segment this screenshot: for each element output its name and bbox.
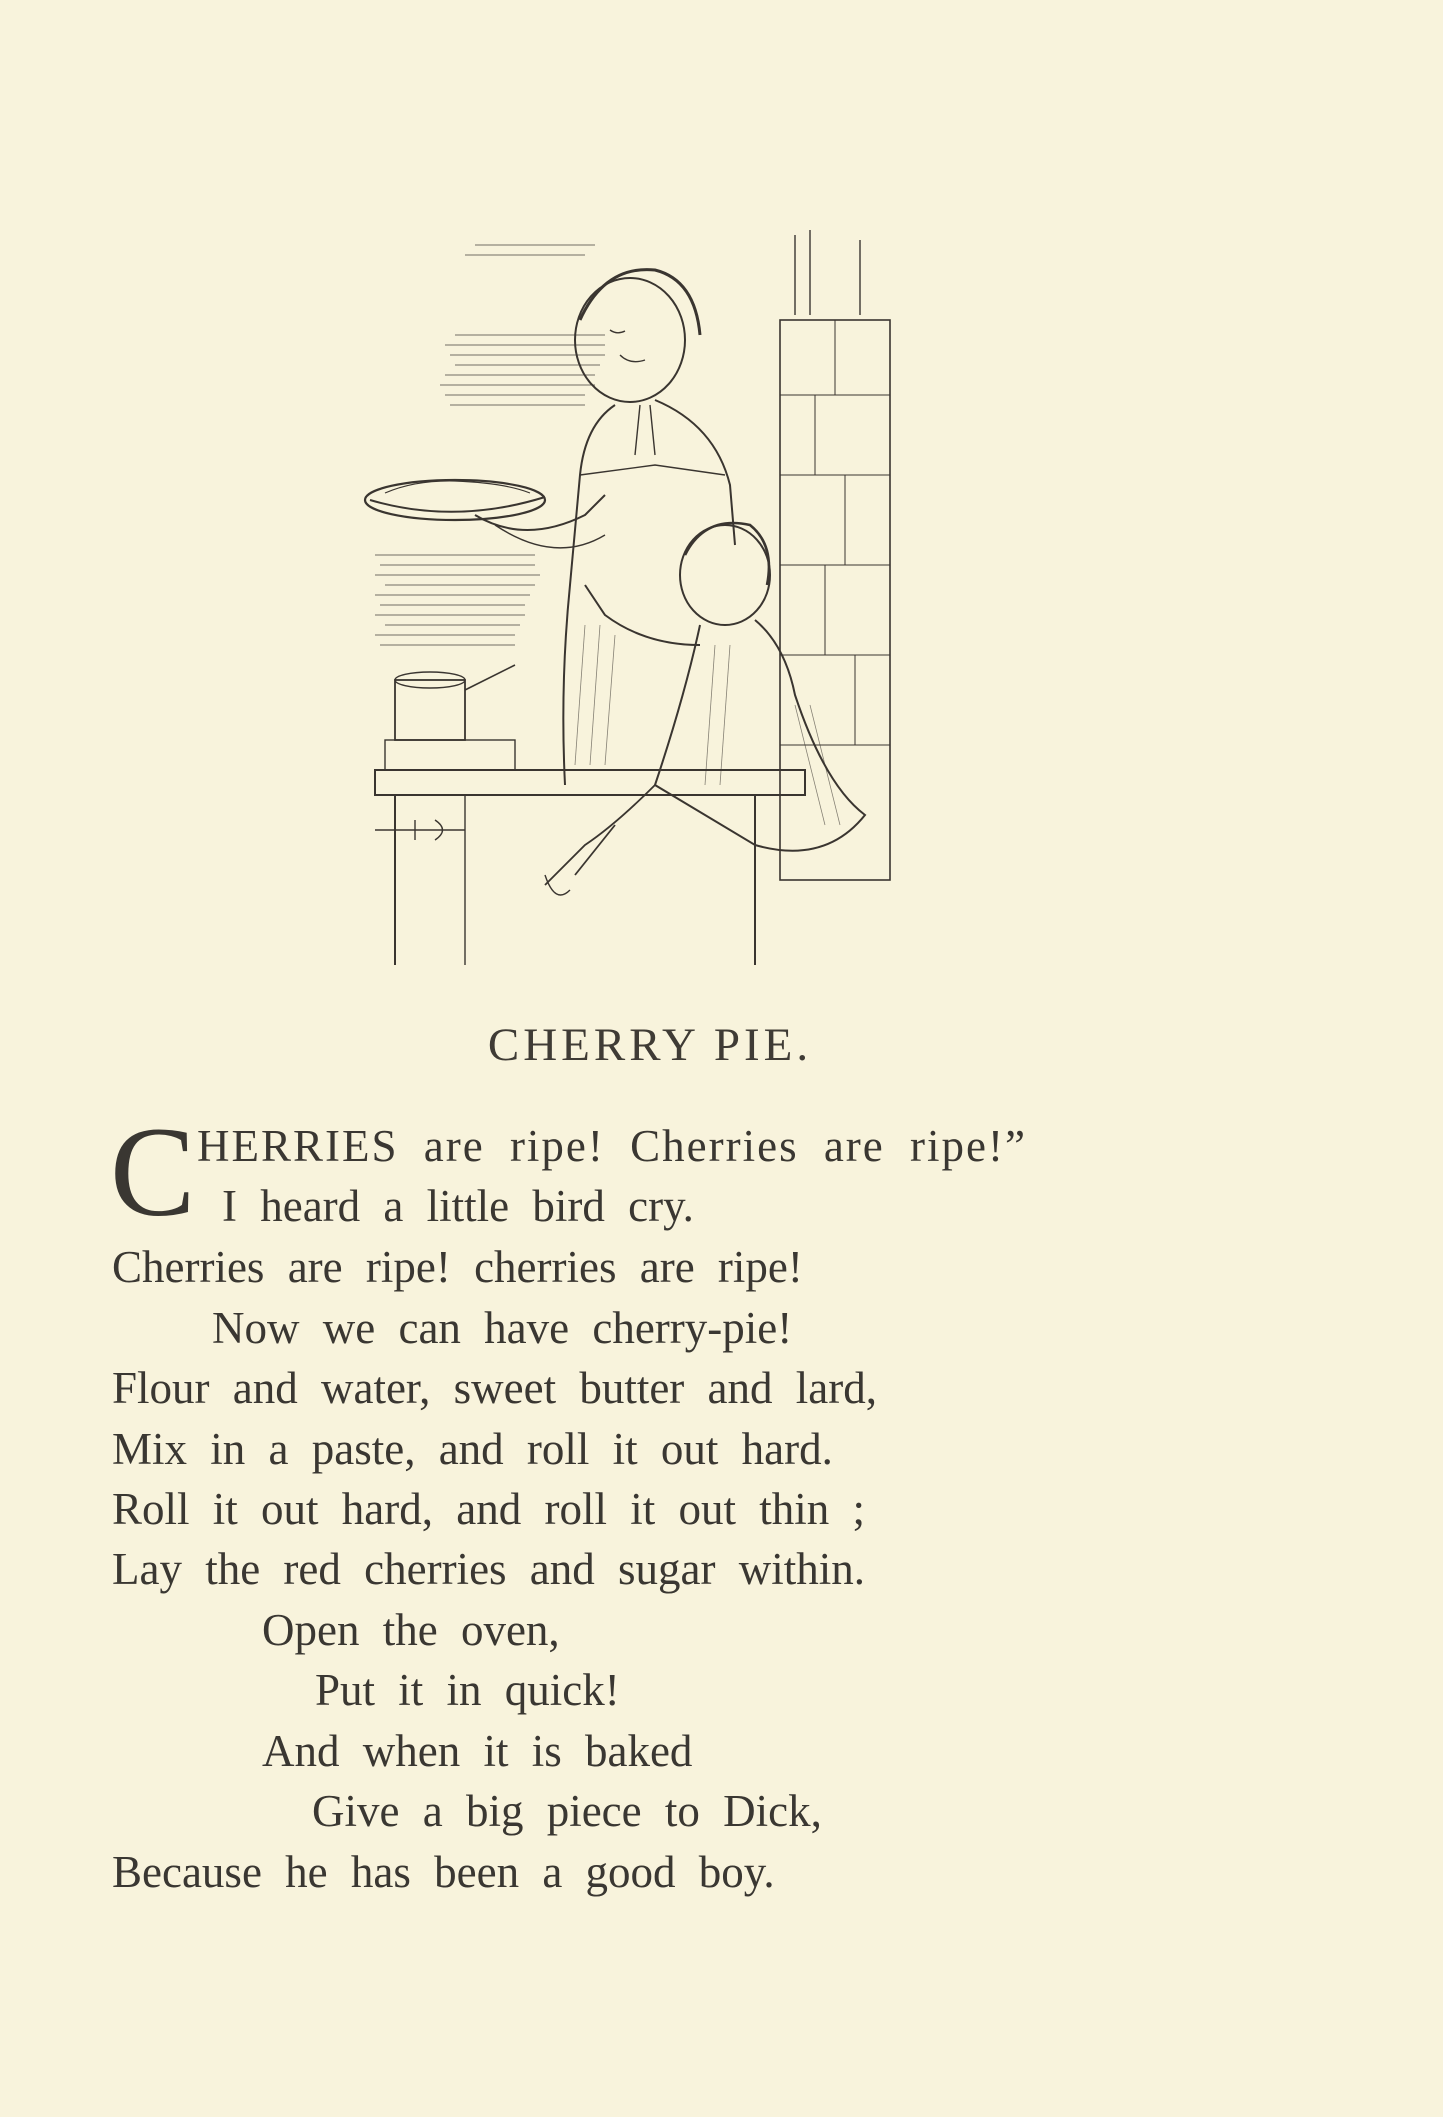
poem-line-7: Roll it out hard, and roll it out thin ; [112, 1484, 865, 1534]
poem-line-9: Open the oven, [262, 1605, 560, 1655]
poem-line-10: Put it in quick! [315, 1665, 620, 1715]
poem-line-8: Lay the red cherries and sugar within. [112, 1544, 865, 1594]
poem-line-6: Mix in a paste, and roll it out hard. [112, 1424, 833, 1474]
poem-line-13: Because he has been a good boy. [112, 1847, 775, 1897]
poem-line-11: And when it is baked [262, 1726, 693, 1776]
poem-line-1: HERRIES are ripe! Cherries are ripe!” [197, 1121, 1027, 1171]
poem-line-2: I heard a little bird cry. [222, 1181, 694, 1231]
poem-line-12: Give a big piece to Dick, [312, 1786, 822, 1836]
poem-dropcap: C [110, 1101, 196, 1243]
mother-child-cherry-pie-engraving-icon [355, 225, 965, 970]
poem-line-3: Cherries are ripe! cherries are ripe! [112, 1242, 803, 1292]
poem-line-5: Flour and water, sweet butter and lard, [112, 1363, 877, 1413]
poem-title: CHERRY PIE. [487, 1019, 813, 1071]
poem-line-4: Now we can have cherry-pie! [212, 1303, 793, 1353]
